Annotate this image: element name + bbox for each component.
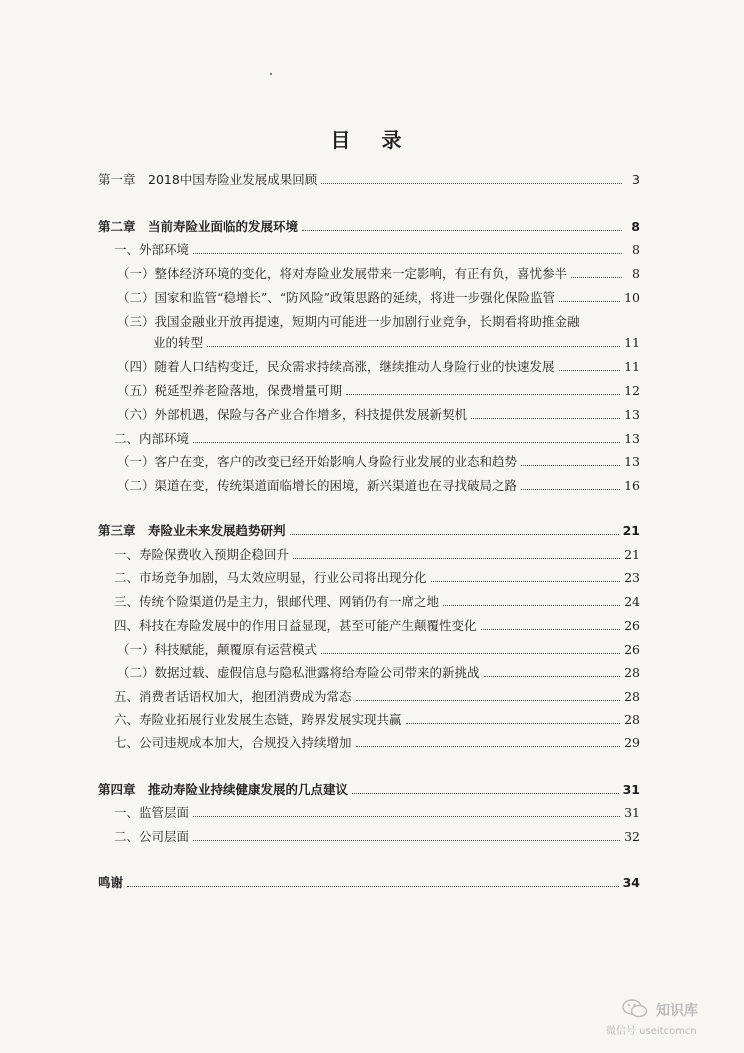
- toc-subsection-2-1-3[interactable]: [117, 313, 640, 330]
- toc-label: 一、寿险保费收入预期企稳回升: [114, 547, 290, 562]
- toc-acknowledgements[interactable]: [98, 874, 640, 891]
- toc-chapter-1[interactable]: [98, 171, 640, 188]
- toc-label: （三）我国金融业开放再提速，短期内可能进一步加剧行业竞争，长期看将助推金融: [117, 314, 580, 329]
- toc-label: 第一章 2018中国寿险业发展成果回顾: [98, 172, 318, 187]
- toc-label: 一、监管层面: [114, 805, 190, 820]
- toc-page: 3: [632, 172, 640, 187]
- toc-subsection-3-4-1[interactable]: [117, 641, 640, 658]
- toc-label: （二）国家和监管“稳增长”、“防风险”政策思路的延续，将进一步强化保险监管: [117, 290, 556, 305]
- toc-label: 第三章 寿险业未来发展趋势研判: [98, 523, 286, 538]
- toc-label: （四）随着人口结构变迁，民众需求持续高涨，继续推动人身险行业的快速发展: [117, 359, 555, 374]
- toc-page: 32: [624, 829, 640, 844]
- wechat-icon: [622, 999, 648, 1019]
- leader-dots: [559, 370, 621, 371]
- toc-label: 二、内部环境: [114, 431, 190, 446]
- scan-speck: [270, 73, 272, 75]
- toc-label: 五、消费者话语权加大，抱团消费成为常态: [114, 689, 352, 704]
- leader-dots: [559, 301, 620, 302]
- page-title: 目 录: [330, 128, 414, 152]
- toc-label: （一）科技赋能，颠覆原有运营模式: [117, 642, 318, 657]
- leader-dots: [571, 277, 622, 278]
- leader-dots: [207, 346, 620, 347]
- leader-dots: [443, 605, 620, 606]
- leader-dots: [293, 558, 620, 559]
- toc-page: 10: [624, 290, 640, 305]
- toc-section-3-6[interactable]: [114, 711, 640, 728]
- toc-section-3-3[interactable]: [114, 593, 640, 610]
- toc-section-3-1[interactable]: [114, 546, 640, 563]
- toc-page: 13: [624, 407, 640, 422]
- leader-dots: [302, 230, 622, 231]
- toc-subsection-2-2-2[interactable]: [117, 477, 640, 494]
- toc-page: 26: [624, 642, 640, 657]
- leader-dots: [346, 394, 620, 395]
- leader-dots: [481, 629, 621, 630]
- toc-page: 8: [631, 219, 640, 234]
- toc-label: 二、市场竞争加剧，马太效应明显，行业公司将出现分化: [114, 570, 427, 585]
- toc-page: 28: [624, 689, 640, 704]
- toc-label: （一）整体经济环境的变化，将对寿险业发展带来一定影响，有正有负，喜忧参半: [117, 266, 568, 281]
- toc-subsection-2-1-3-continued[interactable]: [153, 334, 640, 351]
- toc-page: 16: [624, 478, 640, 493]
- leader-dots: [127, 886, 619, 887]
- leader-dots: [321, 183, 622, 184]
- toc-label: 六、寿险业拓展行业发展生态链，跨界发展实现共赢: [114, 712, 402, 727]
- leader-dots: [356, 700, 621, 701]
- toc-subsection-2-1-2[interactable]: [117, 289, 640, 306]
- leader-dots: [193, 442, 620, 443]
- toc-label: 鸣谢: [98, 875, 124, 890]
- toc-subsection-2-1-4[interactable]: [117, 358, 640, 375]
- toc-page: 31: [624, 805, 640, 820]
- toc-label: 第四章 推动寿险业持续健康发展的几点建议: [98, 782, 349, 797]
- toc-subsection-2-2-1[interactable]: [117, 453, 640, 470]
- toc-label: 七、公司违规成本加大，合规投入持续增加: [114, 735, 352, 750]
- toc-subsection-2-1-1[interactable]: [117, 265, 640, 282]
- toc-label: （二）数据过载、虚假信息与隐私泄露将给寿险公司带来的新挑战: [117, 665, 480, 680]
- leader-dots: [352, 793, 619, 794]
- toc-page: 23: [624, 570, 640, 585]
- toc-page: 8: [632, 242, 640, 257]
- toc-label: 第二章 当前寿险业面临的发展环境: [98, 219, 299, 234]
- leader-dots: [521, 465, 620, 466]
- toc-label: （五）税延型养老险落地，保费增量可期: [117, 383, 343, 398]
- toc-label: 一、外部环境: [114, 242, 190, 257]
- leader-dots: [484, 676, 621, 677]
- leader-dots: [471, 418, 620, 419]
- toc-section-3-7[interactable]: [114, 734, 640, 751]
- watermark-wechat-id: 微信号 useitcomcn: [606, 1026, 697, 1037]
- toc-page: 13: [624, 431, 640, 446]
- toc-chapter-3[interactable]: [98, 522, 640, 539]
- leader-dots: [321, 653, 620, 654]
- leader-dots: [431, 581, 621, 582]
- toc-label: （一）客户在变，客户的改变已经开始影响人身险行业发展的业态和趋势: [117, 454, 518, 469]
- toc-section-2-2[interactable]: [114, 430, 640, 447]
- toc-page: 12: [624, 383, 640, 398]
- toc-page: 24: [624, 594, 640, 609]
- watermark: [604, 997, 734, 1037]
- toc-section-4-1[interactable]: [114, 804, 640, 821]
- leader-dots: [406, 723, 621, 724]
- leader-dots: [193, 816, 620, 817]
- toc-page: 11: [624, 359, 640, 374]
- toc-label: （二）渠道在变，传统渠道面临增长的困境，新兴渠道也在寻找破局之路: [117, 478, 518, 493]
- toc-subsection-2-1-6[interactable]: [117, 406, 640, 423]
- toc-page: 21: [624, 547, 640, 562]
- leader-dots: [193, 840, 620, 841]
- toc-subsection-3-4-2[interactable]: [117, 664, 640, 681]
- toc-page: 26: [624, 618, 640, 633]
- toc-chapter-2[interactable]: [98, 218, 640, 235]
- toc-section-3-2[interactable]: [114, 569, 640, 586]
- toc-section-3-5[interactable]: [114, 688, 640, 705]
- toc-page: 8: [632, 266, 640, 281]
- toc-label: 二、公司层面: [114, 829, 190, 844]
- leader-dots: [521, 489, 620, 490]
- toc-page: 28: [624, 712, 640, 727]
- leader-dots: [290, 534, 619, 535]
- toc-page: 29: [624, 735, 640, 750]
- toc-chapter-4[interactable]: [98, 781, 640, 798]
- toc-label: （六）外部机遇，保险与各产业合作增多，科技提供发展新契机: [117, 407, 468, 422]
- toc-page: 21: [622, 523, 640, 538]
- watermark-name: 知识库: [656, 1003, 698, 1019]
- toc-section-4-2[interactable]: [114, 828, 640, 845]
- toc-section-2-1[interactable]: [114, 241, 640, 258]
- toc-subsection-2-1-5[interactable]: [117, 382, 640, 399]
- toc-page: 31: [622, 782, 640, 797]
- toc-section-3-4[interactable]: [114, 617, 640, 634]
- toc-page: 28: [624, 665, 640, 680]
- toc-page: 11: [624, 335, 640, 350]
- leader-dots: [356, 746, 621, 747]
- toc-page: 13: [624, 454, 640, 469]
- leader-dots: [193, 253, 622, 254]
- toc-page: 34: [622, 875, 640, 890]
- toc-label-continued: 业的转型: [153, 335, 204, 350]
- toc-label: 四、科技在寿险发展中的作用日益显现，甚至可能产生颠覆性变化: [114, 618, 477, 633]
- toc-label: 三、传统个险渠道仍是主力，银邮代理、网销仍有一席之地: [114, 594, 440, 609]
